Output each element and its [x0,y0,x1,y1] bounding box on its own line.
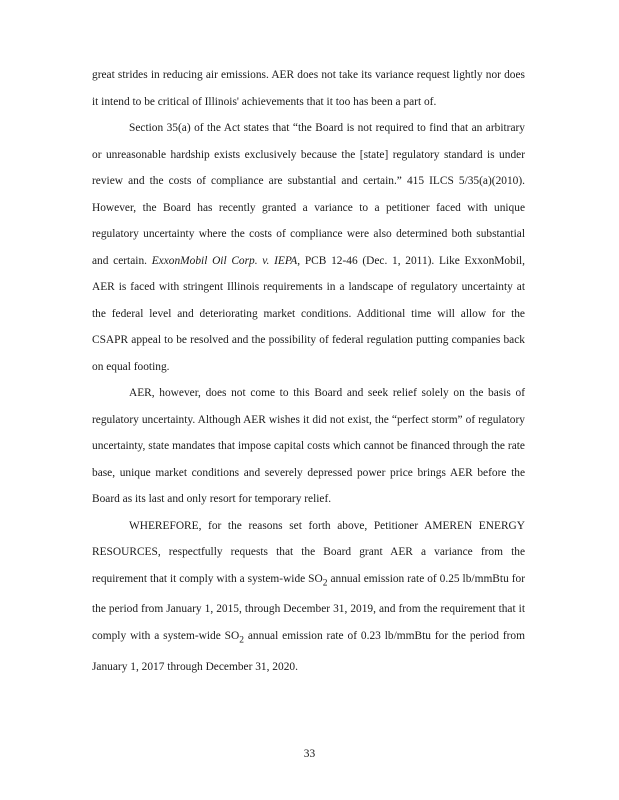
case-citation: ExxonMobil Oil Corp. v. IEPA [151,254,298,267]
so2-subscript: 2 [322,577,328,588]
paragraph-text: , PCB 12-46 (Dec. 1, 2011). Like ExxonMobil, AER is faced with stringent Illinois requirements in a landscape of regulatory uncertainty at the federal level and deteriorating market conditions. Additional time will allow for the CSAPR appeal to be resolved and the possibility of federal regulation putting companies back on equal footing. [92,254,525,373]
so2-subscript: 2 [239,635,244,646]
paragraph-continuation: great strides in reducing air emissions. AER does not take its variance request lightly nor does it intend to be critical of Illinois' achievements that it too has been a part of. [92,69,525,108]
paragraph-text: annual emission rate of 0.25 lb/mmBtu for the period from January 1, 2015, through December 31, 2019, and from the requirement that it comply with a system-wide SO [92,572,525,642]
document-body [92,62,525,680]
paragraph-wherefore [92,513,525,681]
paragraph-text: annual emission rate of 0.23 lb/mmBtu for the period from January 1, 2017 through December 31, 2020. [92,629,525,673]
page-number: 33 [303,748,316,760]
paragraph-text: Section 35(a) of the Act states that “the Board is not required to find that an arbitrary or unreasonable hardship exists exclusively because the [state] regulatory standard is under review and the costs of compliance are substantial and certain.” 415 ILCS 5/35(a)(2010). However, the Board has recently granted a variance to a petitioner faced with unique regulatory uncertainty where the costs of compliance were also determined both substantial and certain. [92,122,525,267]
paragraph-regulatory-uncertainty: AER, however, does not come to this Board and seek relief solely on the basis of regulatory uncertainty. Although AER wishes it did not exist, the “perfect storm” of regulatory uncertainty, state mandates that impose capital costs which cannot be financed through the rate base, unique market conditions and severely depressed power price brings AER before the Board as its last and only resort for temporary relief. [92,387,525,505]
paragraph-section-35a [92,115,525,380]
paragraph-text: WHEREFORE, for the reasons set forth above, Petitioner AMEREN ENERGY RESOURCES, respectfully requests that the Board grant AER a variance from the requirement that it comply with a system-wide SO [92,519,525,585]
